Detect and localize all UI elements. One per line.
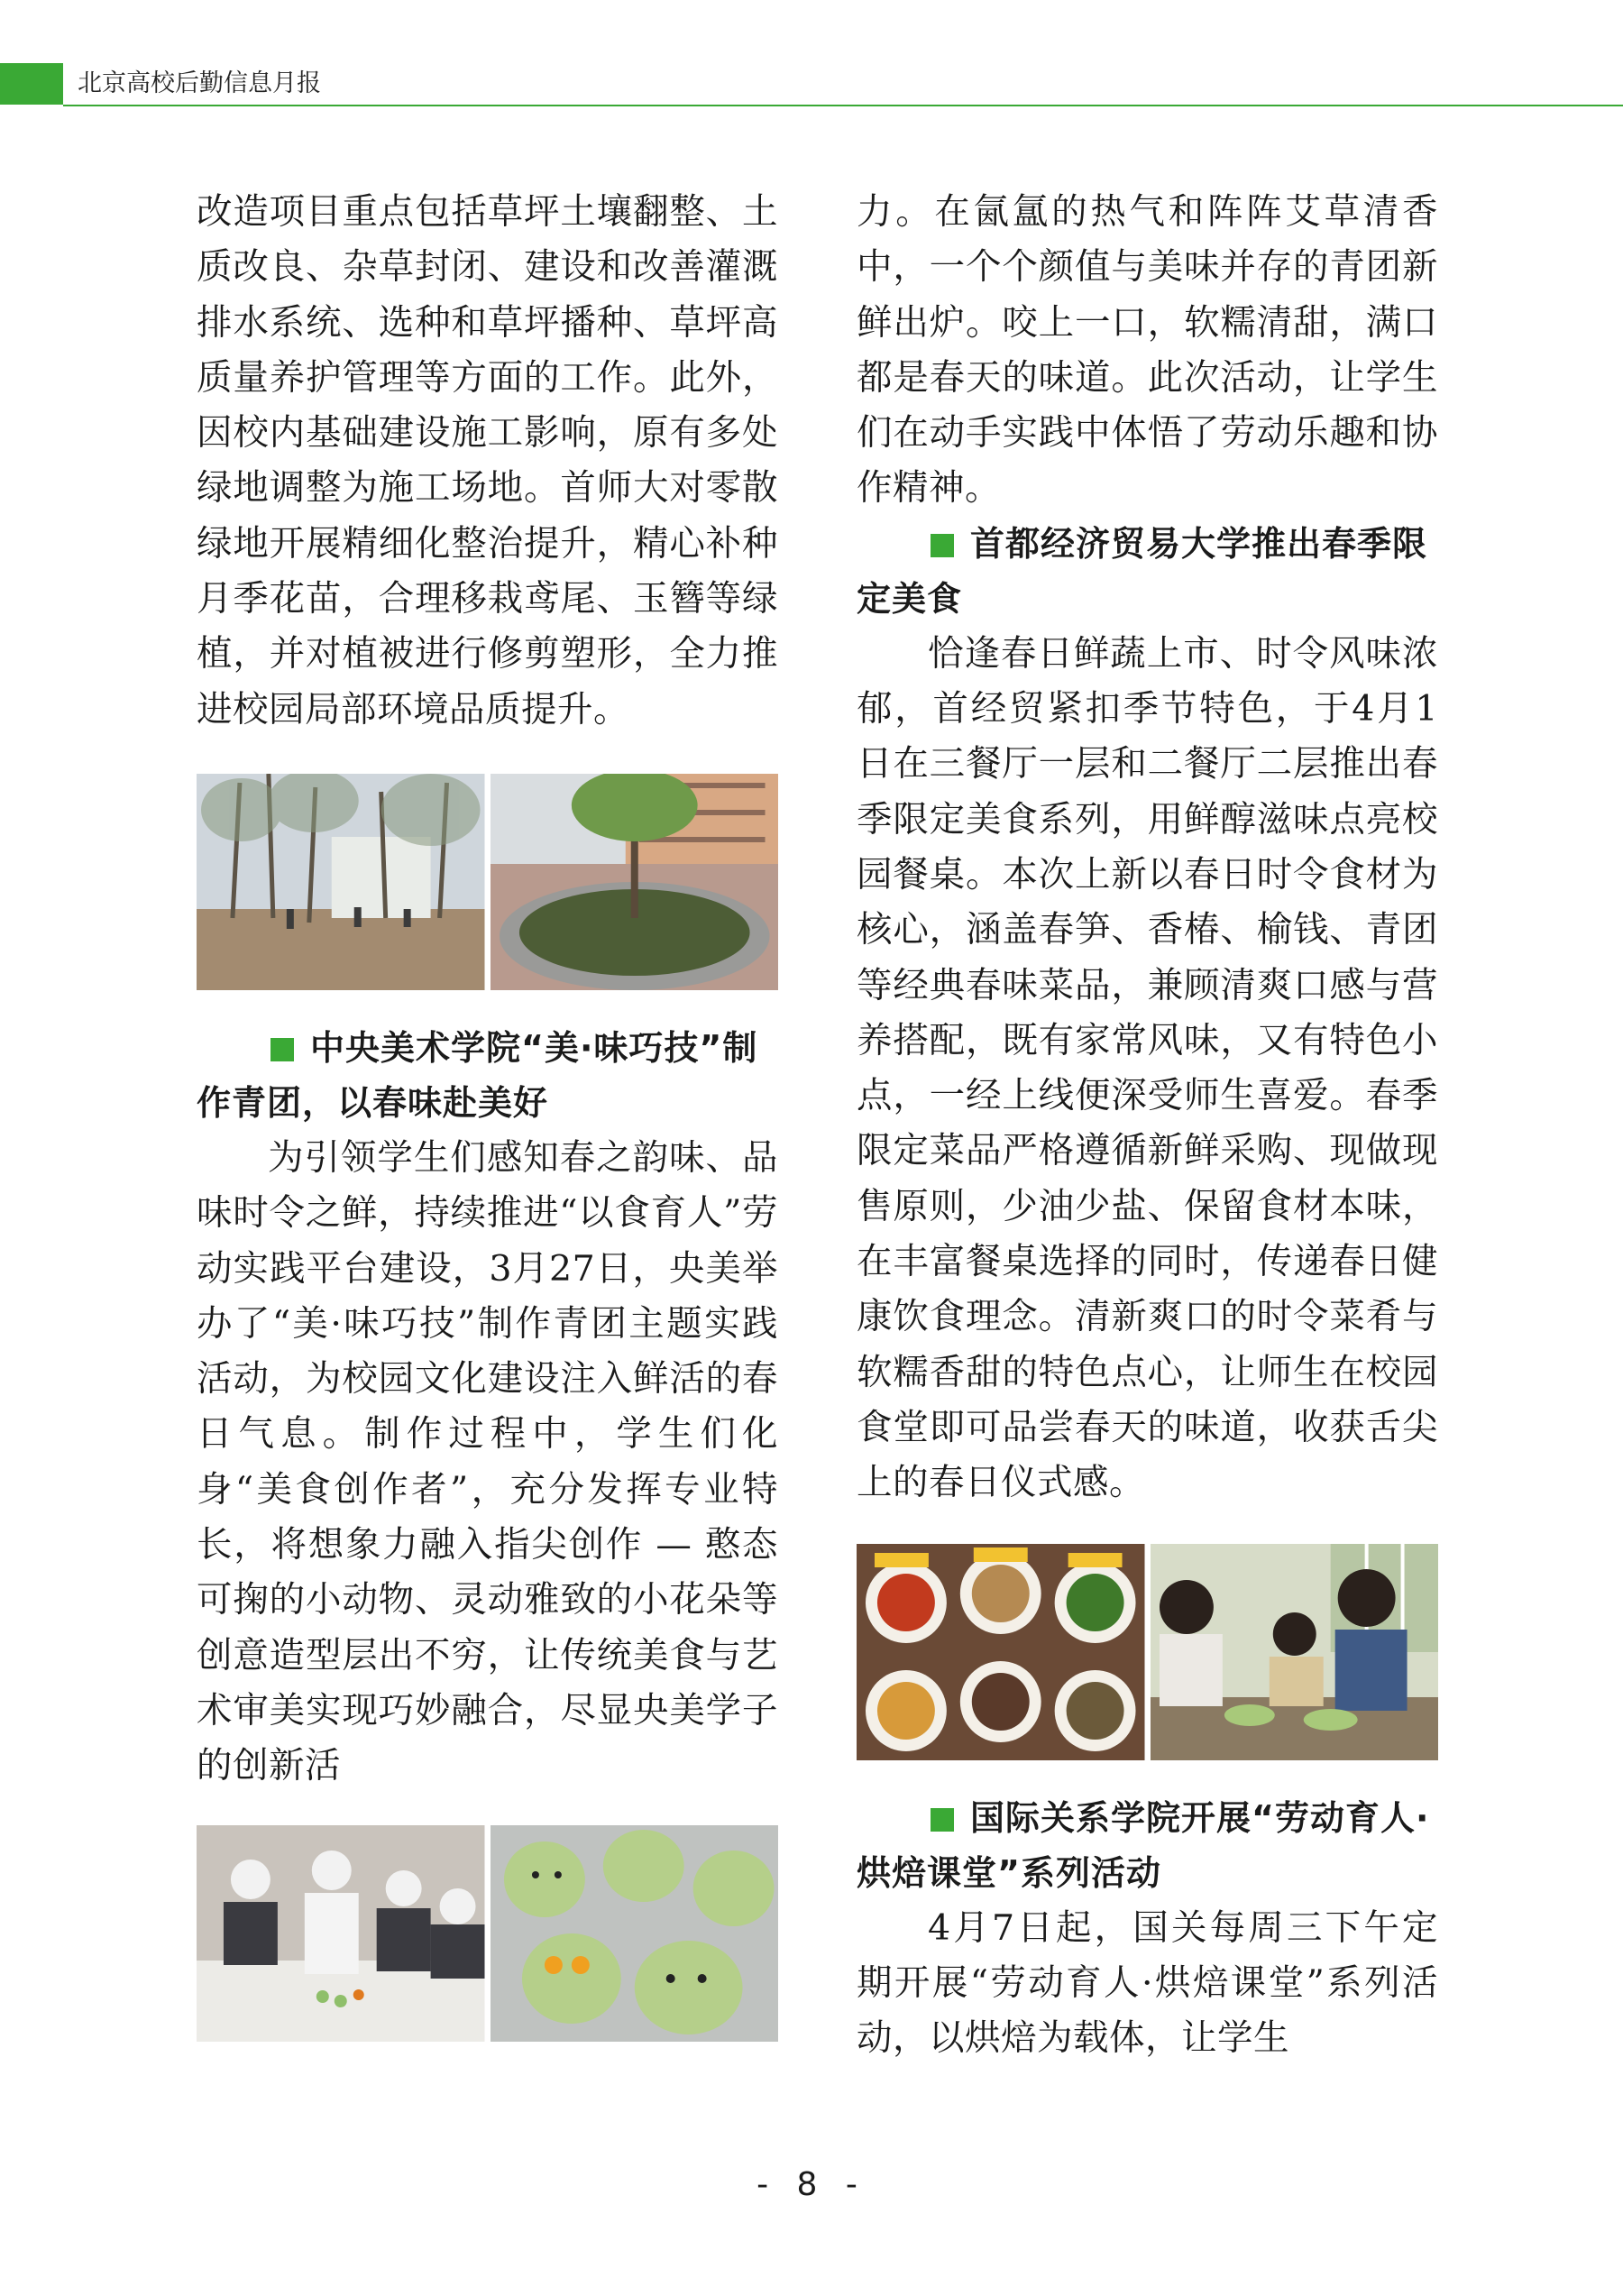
lawn-renovation-paragraph: 改造项目重点包括草坪土壤翻整、土质改良、杂草封闭、建设和改善灌溉排水系统、选种和草坪播种、草坪高质量养护管理等方面的工作。此外，因校内基础建设施工影响，原有多处绿地调整为施工场地。首师大对零散绿地开展精细化整治提升，精心补种月季花苗，合理移栽鸢尾、玉簪等绿植，并对植被进行修剪塑形，全力推进校园局部环境品质提升。 (197, 191, 778, 730)
right-column (857, 185, 1438, 2066)
uir-paragraph: 4月7日起，国关每周三下午定期开展“劳动育人·烘焙课堂”系列活动，以烘焙为载体，让学生 (857, 1906, 1438, 2060)
section-marker-icon (931, 1808, 954, 1832)
cafa-paragraph: 为引领学生们感知春之韵味、品味时令之鲜，持续推进“以食育人”劳动实践平台建设，3月27日，央美举办了“美·味巧技”制作青团主题实践活动，为校园文化建设注入鲜活的春日气息。制作过程中，学生们化身“美食创作者”，充分发挥专业特长，将想象力融入指尖创作 — 憨态可掬的小动物、灵动雅致的小花朵等创意造型层出不穷，让传统美食与艺术审美实现巧妙融合，尽显央美学子的创新活 (197, 1136, 778, 1787)
publication-title: 北京高校后勤信息月报 (78, 69, 321, 97)
diners-photo (1151, 1544, 1439, 1760)
spring-food-photos (857, 1544, 1438, 1760)
page-number: - 8 - (756, 2166, 867, 2203)
left-column (197, 185, 778, 2072)
section-marker-icon (270, 1038, 294, 1061)
cafa-continuation-paragraph: 力。在氤氲的热气和阵阵艾草清香中，一个个颜值与美味并存的青团新鲜出炉。咬上一口，软糯清甜，满口都是春天的味道。此次活动，让学生们在动手实践中体悟了劳动乐趣和协作精神。 (857, 191, 1438, 510)
uibe-section-heading: 首都经济贸易大学推出春季限定美食 (857, 523, 1428, 619)
header-accent-bar (0, 63, 63, 105)
cafa-section-heading: 中央美术学院“美·味巧技”制作青团，以春味赴美好 (197, 1027, 758, 1123)
students-making-qingtuan-photo (197, 1825, 485, 2042)
section-marker-icon (931, 534, 954, 557)
campus-greening-photos (197, 774, 778, 990)
qingtuan-animals-photo (491, 1825, 779, 2042)
flower-bed-photo (491, 774, 779, 990)
spring-dishes-photo (857, 1544, 1145, 1760)
header-rule (63, 105, 1623, 106)
qingtuan-photos (197, 1825, 778, 2042)
lawn-work-photo (197, 774, 485, 990)
uir-section-heading: 国际关系学院开展“劳动育人·烘焙课堂”系列活动 (857, 1797, 1430, 1893)
uibe-paragraph: 恰逢春日鲜蔬上市、时令风味浓郁，首经贸紧扣季节特色，于4月1日在三餐厅一层和二餐厅二层推出春季限定美食系列，用鲜醇滋味点亮校园餐桌。本次上新以春日时令食材为核心，涵盖春笋、香椿、榆钱、青团等经典春味菜品，兼顾清爽口感与营养搭配，既有家常风味，又有特色小点，一经上线便深受师生喜爱。春季限定菜品严格遵循新鲜采购、现做现售原则，少油少盐、保留食材本味，在丰富餐桌选择的同时，传递春日健康饮食理念。清新爽口的时令菜肴与软糯香甜的特色点心，让师生在校园食堂即可品尝春天的味道，收获舌尖上的春日仪式感。 (857, 632, 1438, 1504)
